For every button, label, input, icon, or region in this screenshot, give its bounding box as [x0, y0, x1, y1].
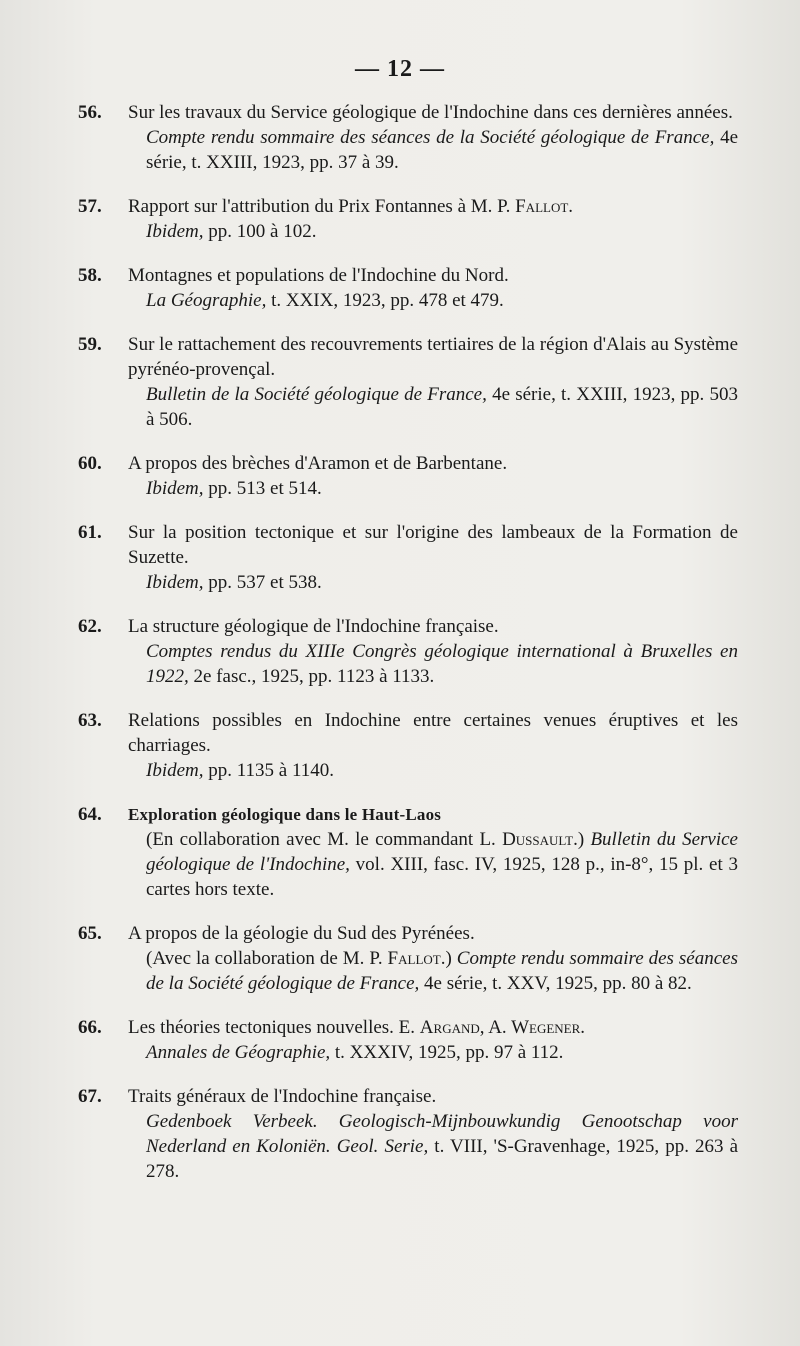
entry-number: 66.	[78, 1017, 102, 1038]
entry-citation	[146, 219, 738, 244]
citation-details: 4e série, t. XXIII, 1923, pp. 37 à 39.	[146, 127, 739, 173]
entry-title: La structure géologique de l'Indochine française.	[128, 616, 499, 637]
entry-number: 56.	[78, 102, 102, 123]
citation-source: Bulletin de la Société géologique de France,	[146, 384, 487, 405]
entry-citation	[146, 382, 738, 432]
entry-60	[78, 451, 738, 501]
citation-details: pp. 1135 à 1140.	[203, 760, 335, 781]
citation-details: pp. 513 et 514.	[203, 478, 322, 499]
entry-number: 65.	[78, 923, 102, 944]
citation-details: t. XXIX, 1923, pp. 478 et 479.	[266, 290, 504, 311]
entry-title: Sur les travaux du Service géologique de l'Indochine dans ces dernières années.	[128, 102, 733, 123]
citation-source: Bulletin du Service géologique de l'Indochine,	[146, 829, 738, 875]
citation-source: Compte rendu sommaire des séances de la Société géologique de France,	[146, 948, 739, 994]
citation-source: Ibidem,	[146, 221, 204, 242]
entry-61	[78, 520, 738, 595]
collaboration-note: (Avec la collaboration de M. P.	[146, 948, 388, 969]
bibliography-list	[78, 100, 738, 1203]
entry-64	[78, 802, 738, 902]
entry-citation	[146, 946, 738, 996]
citation-source: Compte rendu sommaire des séances de la Société géologique de France,	[146, 127, 715, 148]
citation-details: vol. XIII, fasc. IV, 1925, 128 p., in-8°, 15 pl. et 3 cartes hors texte.	[146, 854, 738, 900]
author-name: Argand, A. Wegener.	[419, 1017, 586, 1038]
entry-number: 64.	[78, 804, 102, 825]
citation-details: 2e fasc., 1925, pp. 1123 à 1133.	[188, 666, 435, 687]
citation-details: 4e série, t. XXV, 1925, pp. 80 à 82.	[419, 973, 692, 994]
entry-title	[128, 194, 738, 219]
entry-number: 67.	[78, 1086, 102, 1107]
entry-67	[78, 1084, 738, 1184]
collaborator-name: Dussault.	[502, 829, 578, 850]
citation-details: 4e série, t. XXIII, 1923, pp. 503 à 506.	[146, 384, 738, 430]
entry-title: A propos de la géologie du Sud des Pyrénées.	[128, 923, 475, 944]
collaborator-name: Fallot.	[387, 948, 446, 969]
entry-title: Sur la position tectonique et sur l'origine des lambeaux de la Formation de Suzette.	[128, 522, 738, 568]
entry-title	[128, 1015, 738, 1040]
entry-number: 57.	[78, 196, 102, 217]
entry-title: Exploration géologique dans le Haut-Laos	[128, 805, 442, 824]
entry-number: 63.	[78, 710, 102, 731]
entry-title: Relations possibles en Indochine entre certaines venues éruptives et les charriages.	[128, 710, 738, 756]
entry-number: 61.	[78, 522, 102, 543]
collaboration-close: )	[445, 948, 457, 969]
citation-source: La Géographie,	[146, 290, 267, 311]
entry-58	[78, 263, 738, 313]
citation-details: pp. 537 et 538.	[203, 572, 322, 593]
citation-source: Ibidem,	[146, 478, 204, 499]
citation-details: pp. 100 à 102.	[203, 221, 317, 242]
entry-59	[78, 332, 738, 432]
citation-source: Ibidem,	[146, 572, 204, 593]
entry-title: Montagnes et populations de l'Indochine du Nord.	[128, 265, 509, 286]
citation-details: t. XXXIV, 1925, pp. 97 à 112.	[330, 1042, 564, 1063]
entry-title: Traits généraux de l'Indochine française.	[128, 1086, 437, 1107]
citation-source: Annales de Géographie,	[146, 1042, 331, 1063]
entry-citation	[146, 639, 738, 689]
entry-57	[78, 194, 738, 244]
entry-number: 59.	[78, 334, 102, 355]
citation-source: Comptes rendus du XIIIe Congrès géologique international à Bruxelles en 1922,	[146, 641, 738, 687]
entry-citation	[146, 1040, 738, 1065]
citation-source: Gedenboek Verbeek. Geologisch-Mijnbouwkundig Genootschap voor Nederland en Koloniën. Geol. Serie,	[146, 1111, 738, 1157]
entry-citation	[146, 827, 738, 902]
entry-number: 60.	[78, 453, 102, 474]
entry-title: Sur le rattachement des recouvrements tertiaires de la région d'Alais au Système pyrénéo-provençal.	[128, 334, 738, 380]
entry-citation	[146, 1109, 738, 1184]
author-name: Fallot.	[515, 196, 574, 217]
entry-title: A propos des brèches d'Aramon et de Barbentane.	[128, 453, 508, 474]
title-text: Rapport sur l'attribution du Prix Fontannes à M. P.	[128, 196, 516, 217]
page-number: — 12 —	[355, 56, 445, 82]
entry-56	[78, 100, 738, 175]
entry-citation	[146, 570, 738, 595]
entry-number: 62.	[78, 616, 102, 637]
entry-66	[78, 1015, 738, 1065]
entry-citation	[146, 476, 738, 501]
citation-details: t. VIII, 'S-Gravenhage, 1925, pp. 263 à 278.	[146, 1136, 739, 1182]
entry-number: 58.	[78, 265, 102, 286]
entry-63	[78, 708, 738, 783]
entry-65	[78, 921, 738, 996]
collaboration-note: (En collaboration avec M. le commandant L.	[146, 829, 503, 850]
citation-source: Ibidem,	[146, 760, 204, 781]
entry-citation	[146, 758, 738, 783]
entry-citation	[146, 288, 738, 313]
entry-citation	[146, 125, 738, 175]
entry-62	[78, 614, 738, 689]
title-text: Les théories tectoniques nouvelles. E.	[128, 1017, 420, 1038]
collaboration-close: )	[577, 829, 591, 850]
